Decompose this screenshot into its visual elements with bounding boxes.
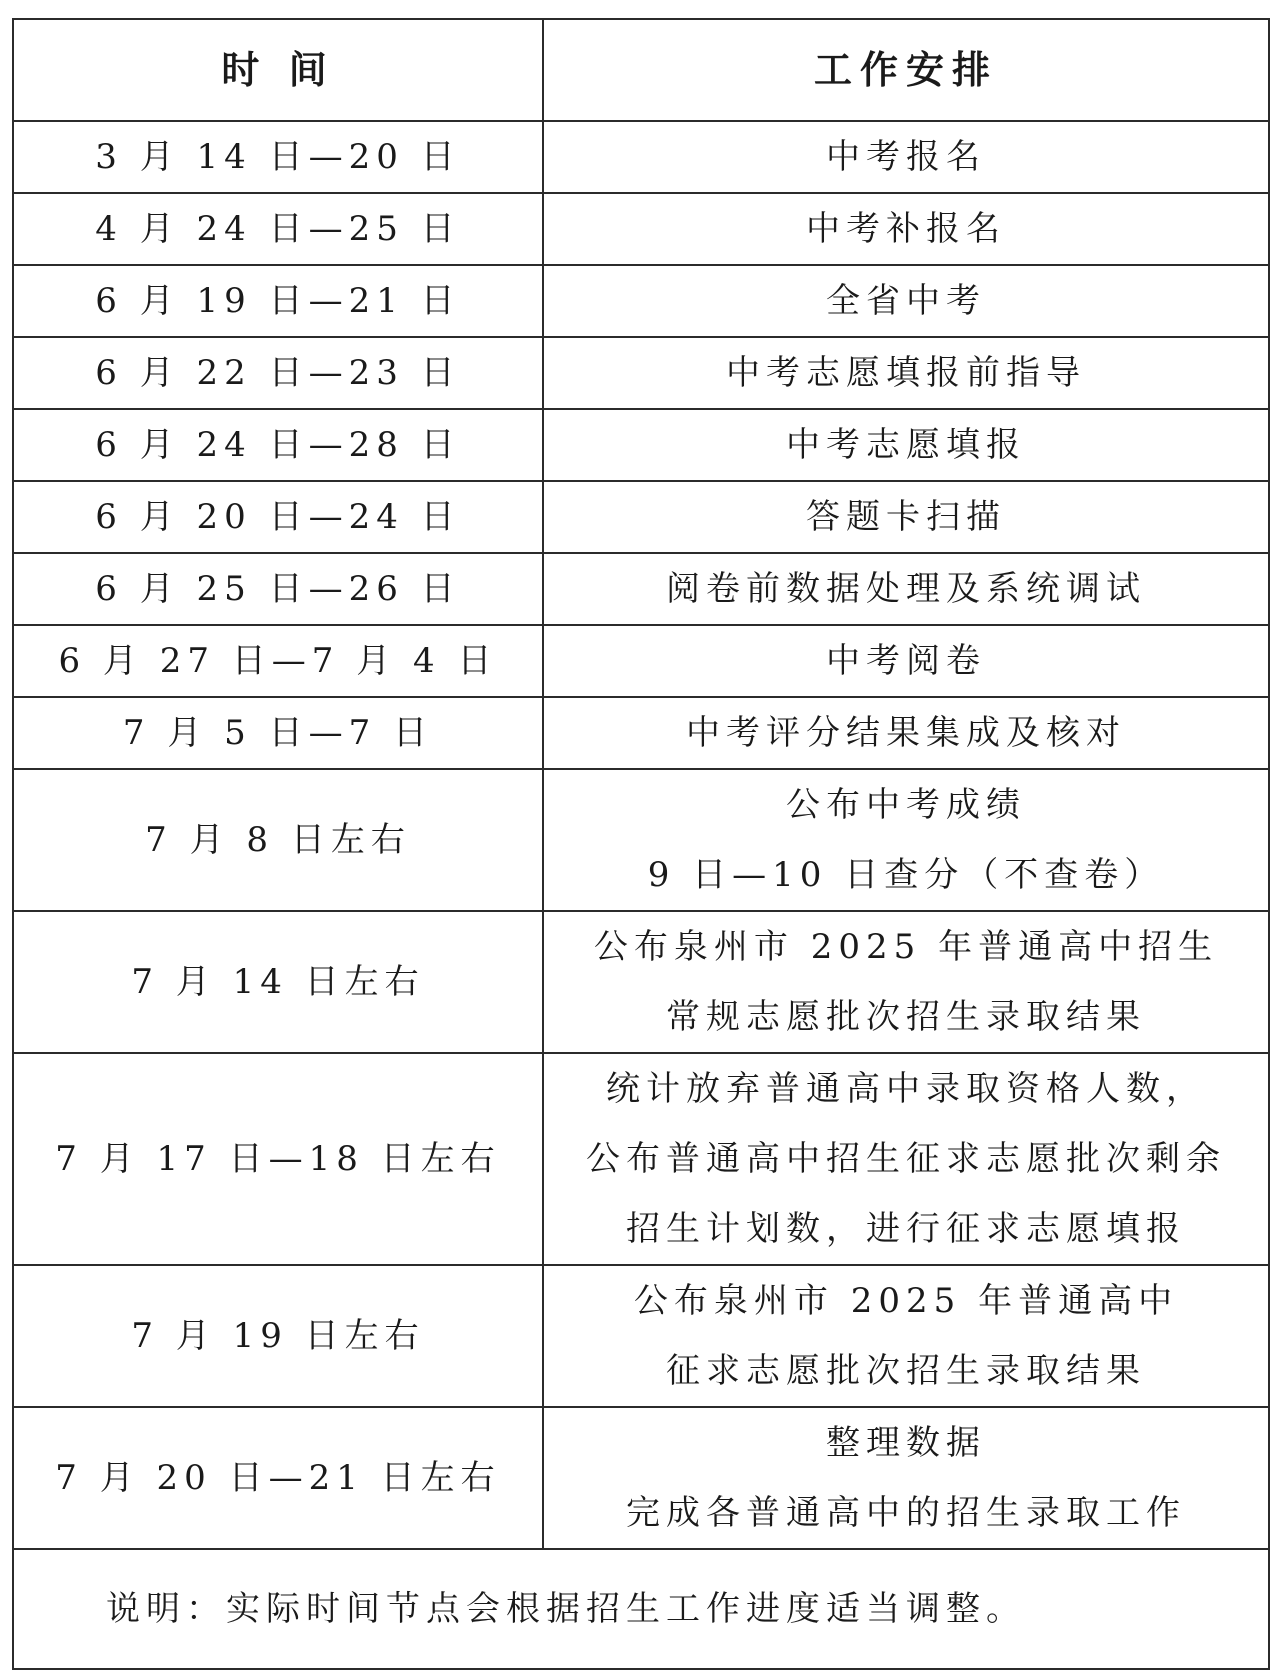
task-line: 公布普通高中招生征求志愿批次剩余 [586,1139,1226,1179]
task-line: 公布中考成绩 [786,785,1026,825]
time-cell: 6 月 19 日—21 日 [13,265,543,337]
task-line: 阅卷前数据处理及系统调试 [666,569,1146,609]
header-row [13,19,1269,121]
header-task: 工作安排 [543,19,1269,121]
task-cell [543,911,1269,1053]
task-cell [543,769,1269,911]
time-cell: 7 月 19 日左右 [13,1265,543,1407]
table-row [13,697,1269,769]
time-cell: 7 月 17 日—18 日左右 [13,1053,543,1265]
table-row [13,553,1269,625]
task-line: 答题卡扫描 [806,497,1006,537]
task-line: 9 日—10 日查分（不查卷） [647,855,1165,895]
time-cell: 6 月 27 日—7 月 4 日 [13,625,543,697]
task-cell [543,625,1269,697]
time-cell: 7 月 5 日—7 日 [13,697,543,769]
schedule-document [12,18,1268,1670]
schedule-rows [13,121,1269,1549]
task-line: 全省中考 [826,281,986,321]
table-row [13,481,1269,553]
note-row [13,1549,1269,1669]
table-row [13,1053,1269,1265]
schedule-table [12,18,1270,1670]
table-row [13,625,1269,697]
task-cell [543,121,1269,193]
table-row [13,769,1269,911]
task-line: 中考志愿填报前指导 [726,353,1086,393]
task-cell [543,697,1269,769]
task-line: 常规志愿批次招生录取结果 [666,997,1146,1037]
task-line: 中考志愿填报 [786,425,1026,465]
time-cell: 4 月 24 日—25 日 [13,193,543,265]
task-line: 公布泉州市 2025 年普通高中招生 [593,927,1219,967]
task-line: 中考补报名 [806,209,1006,249]
time-cell: 6 月 25 日—26 日 [13,553,543,625]
task-cell [543,337,1269,409]
task-cell [543,1407,1269,1549]
time-cell: 6 月 24 日—28 日 [13,409,543,481]
table-row [13,193,1269,265]
table-row [13,409,1269,481]
task-line: 统计放弃普通高中录取资格人数， [606,1069,1206,1109]
note-text: 说明：实际时间节点会根据招生工作进度适当调整。 [13,1549,1269,1669]
table-row [13,121,1269,193]
table-row [13,911,1269,1053]
time-cell: 3 月 14 日—20 日 [13,121,543,193]
task-cell [543,481,1269,553]
table-row [13,1407,1269,1549]
task-line: 公布泉州市 2025 年普通高中 [633,1281,1179,1321]
header-time: 时 间 [13,19,543,121]
task-line: 中考评分结果集成及核对 [686,713,1126,753]
time-cell: 6 月 22 日—23 日 [13,337,543,409]
task-line: 招生计划数，进行征求志愿填报 [626,1209,1186,1249]
table-row [13,1265,1269,1407]
table-row [13,337,1269,409]
task-line: 征求志愿批次招生录取结果 [666,1351,1146,1391]
task-line: 整理数据 [826,1423,986,1463]
task-cell [543,409,1269,481]
time-cell: 6 月 20 日—24 日 [13,481,543,553]
table-row [13,265,1269,337]
task-cell [543,1053,1269,1265]
time-cell: 7 月 8 日左右 [13,769,543,911]
time-cell: 7 月 14 日左右 [13,911,543,1053]
task-cell [543,1265,1269,1407]
task-cell [543,265,1269,337]
task-cell [543,553,1269,625]
task-line: 中考阅卷 [826,641,986,681]
task-line: 中考报名 [826,137,986,177]
task-line: 完成各普通高中的招生录取工作 [626,1493,1186,1533]
task-cell [543,193,1269,265]
time-cell: 7 月 20 日—21 日左右 [13,1407,543,1549]
